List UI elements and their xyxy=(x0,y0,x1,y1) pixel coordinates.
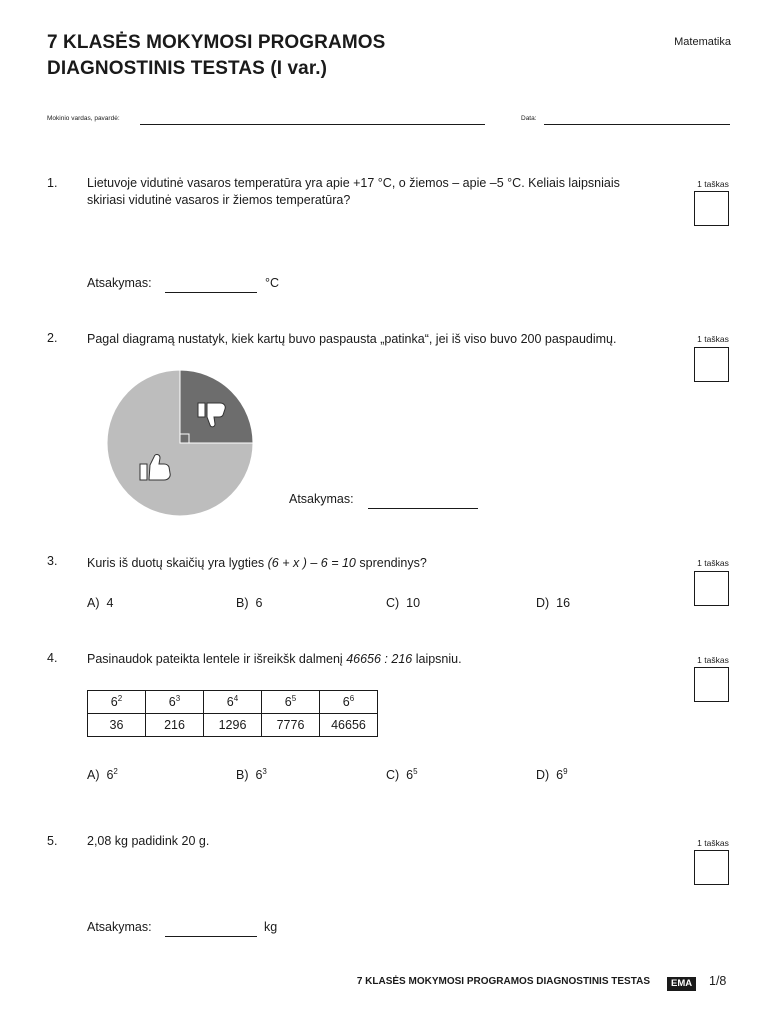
question-1-text xyxy=(87,175,687,209)
question-3-score-box[interactable] xyxy=(694,571,729,606)
question-5-unit: kg xyxy=(264,920,278,934)
table-cell: $6^2$ xyxy=(88,691,146,714)
question-4-option-c[interactable]: C) $6^5$ xyxy=(386,767,418,783)
table-cell: 216 xyxy=(146,714,204,737)
pie-chart xyxy=(100,366,260,520)
question-5-points: 1 taškas xyxy=(697,838,729,848)
question-4-text xyxy=(87,651,687,668)
powers-table-value-row xyxy=(88,714,378,737)
question-2-text: Pagal diagramą nustatyk, kiek kartų buvo paspausta „patinka“, jei iš viso buvo 200 paspaudimų. xyxy=(87,332,617,346)
question-1-number: 1. xyxy=(47,176,58,190)
date-field[interactable] xyxy=(544,124,730,125)
student-name-label: Mokinio vardas, pavardė: xyxy=(47,115,120,122)
question-4-number: 4. xyxy=(47,651,58,665)
table-cell: $6^3$ xyxy=(146,691,204,714)
footer-title: 7 KLASĖS MOKYMOSI PROGRAMOS DIAGNOSTINIS TESTAS xyxy=(356,976,650,987)
page-title xyxy=(47,30,385,82)
table-cell: 1296 xyxy=(204,714,262,737)
question-1-answer-field[interactable] xyxy=(165,292,257,293)
question-4-option-b[interactable]: B) $6^3$ xyxy=(236,767,267,783)
table-cell: $6^6$ xyxy=(320,691,378,714)
question-4-points: 1 taškas xyxy=(697,655,729,665)
question-1-text-line-1: Lietuvoje vidutinė vasaros temperatūra yra apie +17 °C, o žiemos – apie –5 °C. Keliais laipsniais xyxy=(87,176,620,190)
question-4-text-before: Pasinaudok pateikta lentele ir išreikšk dalmenį xyxy=(87,652,343,666)
page-number: 1/8 xyxy=(709,974,727,988)
question-5-answer-label: Atsakymas: xyxy=(87,920,152,934)
table-cell: $6^5$ xyxy=(262,691,320,714)
table-cell: 46656 xyxy=(320,714,378,737)
question-4-expression: 46656 : 216 xyxy=(346,652,413,666)
question-3-option-a[interactable]: A) 4 xyxy=(87,596,114,610)
question-5-number: 5. xyxy=(47,834,58,848)
question-4-option-d[interactable]: D) $6^9$ xyxy=(536,767,568,783)
powers-table-header-row xyxy=(88,691,378,714)
question-5-score-box[interactable] xyxy=(694,850,729,885)
question-3-text xyxy=(87,555,687,572)
student-name-field[interactable] xyxy=(140,124,485,125)
question-4-option-a[interactable]: A) $6^2$ xyxy=(87,767,118,783)
title-line-1: 7 KLASĖS MOKYMOSI PROGRAMOS xyxy=(47,32,386,53)
question-3-text-before: Kuris iš duotų skaičių yra lygties xyxy=(87,556,265,570)
question-2-score-box[interactable] xyxy=(694,347,729,382)
question-1-points: 1 taškas xyxy=(697,179,729,189)
question-1-text-line-2: skiriasi vidutinė vasaros ir žiemos temperatūra? xyxy=(87,193,351,207)
question-2-answer-label: Atsakymas: xyxy=(289,492,354,506)
question-3-number: 3. xyxy=(47,554,58,568)
question-3-option-d[interactable]: D) 16 xyxy=(536,596,571,610)
question-5-text: 2,08 kg padidink 20 g. xyxy=(87,834,210,848)
ema-badge: EMA xyxy=(667,977,696,991)
question-3-equation: (6 + x ) – 6 = 10 xyxy=(267,556,356,570)
date-label: Data: xyxy=(521,115,537,122)
question-2-number: 2. xyxy=(47,331,58,345)
question-1-score-box[interactable] xyxy=(694,191,729,226)
question-3-text-after: sprendinys? xyxy=(359,556,427,570)
question-4-score-box[interactable] xyxy=(694,667,729,702)
table-cell: 36 xyxy=(88,714,146,737)
question-3-option-b[interactable]: B) 6 xyxy=(236,596,263,610)
question-4-text-after: laipsniu. xyxy=(415,652,462,666)
subject-label: Matematika xyxy=(674,36,731,48)
powers-table xyxy=(87,690,378,737)
question-3-option-c[interactable]: C) 10 xyxy=(386,596,421,610)
question-1-answer-label: Atsakymas: xyxy=(87,276,152,290)
table-cell: 7776 xyxy=(262,714,320,737)
question-2-answer-field[interactable] xyxy=(368,508,478,509)
question-3-points: 1 taškas xyxy=(697,558,729,568)
question-5-answer-field[interactable] xyxy=(165,936,257,937)
table-cell: $6^4$ xyxy=(204,691,262,714)
question-2-points: 1 taškas xyxy=(697,334,729,344)
title-line-2: DIAGNOSTINIS TESTAS (I var.) xyxy=(47,58,328,79)
question-1-unit: °C xyxy=(265,276,280,290)
